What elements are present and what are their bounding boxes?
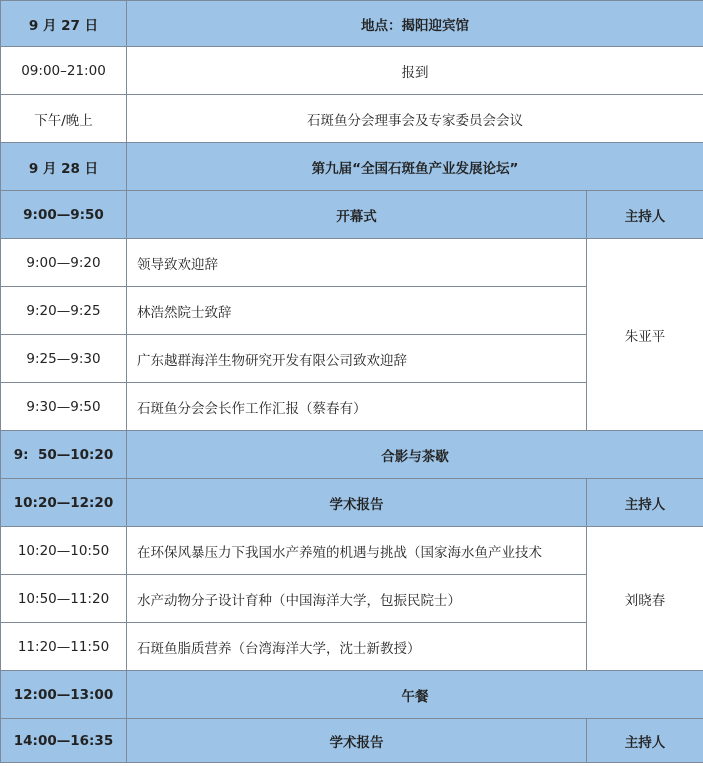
row-time: 9:00—9:20 <box>1 239 127 287</box>
session2-host: 刘晓春 <box>587 527 703 671</box>
day1-date: 9 月 27 日 <box>1 1 127 47</box>
row-item: 石斑鱼脂质营养（台湾海洋大学，沈士新教授） <box>127 623 587 671</box>
table-row <box>1 527 703 575</box>
lunch-row <box>1 671 703 719</box>
session3-time: 14:00—16:35 <box>1 719 127 763</box>
row-item: 石斑鱼分会理事会及专家委员会会议 <box>127 95 703 143</box>
break-title: 合影与茶歇 <box>127 431 703 479</box>
break-row <box>1 431 703 479</box>
session2-host-label: 主持人 <box>587 479 703 527</box>
lunch-time: 12:00—13:00 <box>1 671 127 719</box>
day1-venue: 地点：揭阳迎宾馆 <box>127 1 703 47</box>
row-item: 石斑鱼分会会长作工作汇报（蔡春有） <box>127 383 587 431</box>
session3-title: 学术报告 <box>127 719 587 763</box>
session1-host: 朱亚平 <box>587 239 703 431</box>
row-item: 在环保风暴压力下我国水产养殖的机遇与挑战（国家海水鱼产业技术 <box>127 527 587 575</box>
table-row <box>1 95 703 143</box>
session1-header-row <box>1 191 703 239</box>
row-time: 11:20—11:50 <box>1 623 127 671</box>
day1-header-row <box>1 1 703 47</box>
row-time: 9:20—9:25 <box>1 287 127 335</box>
row-time: 下午/晚上 <box>1 95 127 143</box>
table-row <box>1 239 703 287</box>
row-item: 林浩然院士致辞 <box>127 287 587 335</box>
row-item: 报到 <box>127 47 703 95</box>
row-item: 水产动物分子设计育种（中国海洋大学，包振民院士） <box>127 575 587 623</box>
day2-date: 9 月 28 日 <box>1 143 127 191</box>
row-time: 10:50—11:20 <box>1 575 127 623</box>
session3-host-label: 主持人 <box>587 719 703 763</box>
day2-header-row <box>1 143 703 191</box>
session1-time: 9:00—9:50 <box>1 191 127 239</box>
lunch-title: 午餐 <box>127 671 703 719</box>
session1-host-label: 主持人 <box>587 191 703 239</box>
break-time: 9: 50—10:20 <box>1 431 127 479</box>
table-row <box>1 47 703 95</box>
row-time: 9:25—9:30 <box>1 335 127 383</box>
day2-title: 第九届“全国石斑鱼产业发展论坛” <box>127 143 703 191</box>
session2-header-row <box>1 479 703 527</box>
row-time: 09:00–21:00 <box>1 47 127 95</box>
row-time: 9:30—9:50 <box>1 383 127 431</box>
session2-time: 10:20—12:20 <box>1 479 127 527</box>
session2-title: 学术报告 <box>127 479 587 527</box>
row-item: 领导致欢迎辞 <box>127 239 587 287</box>
row-item: 广东越群海洋生物研究开发有限公司致欢迎辞 <box>127 335 587 383</box>
session1-title: 开幕式 <box>127 191 587 239</box>
row-time: 10:20—10:50 <box>1 527 127 575</box>
session3-header-row <box>1 719 703 763</box>
